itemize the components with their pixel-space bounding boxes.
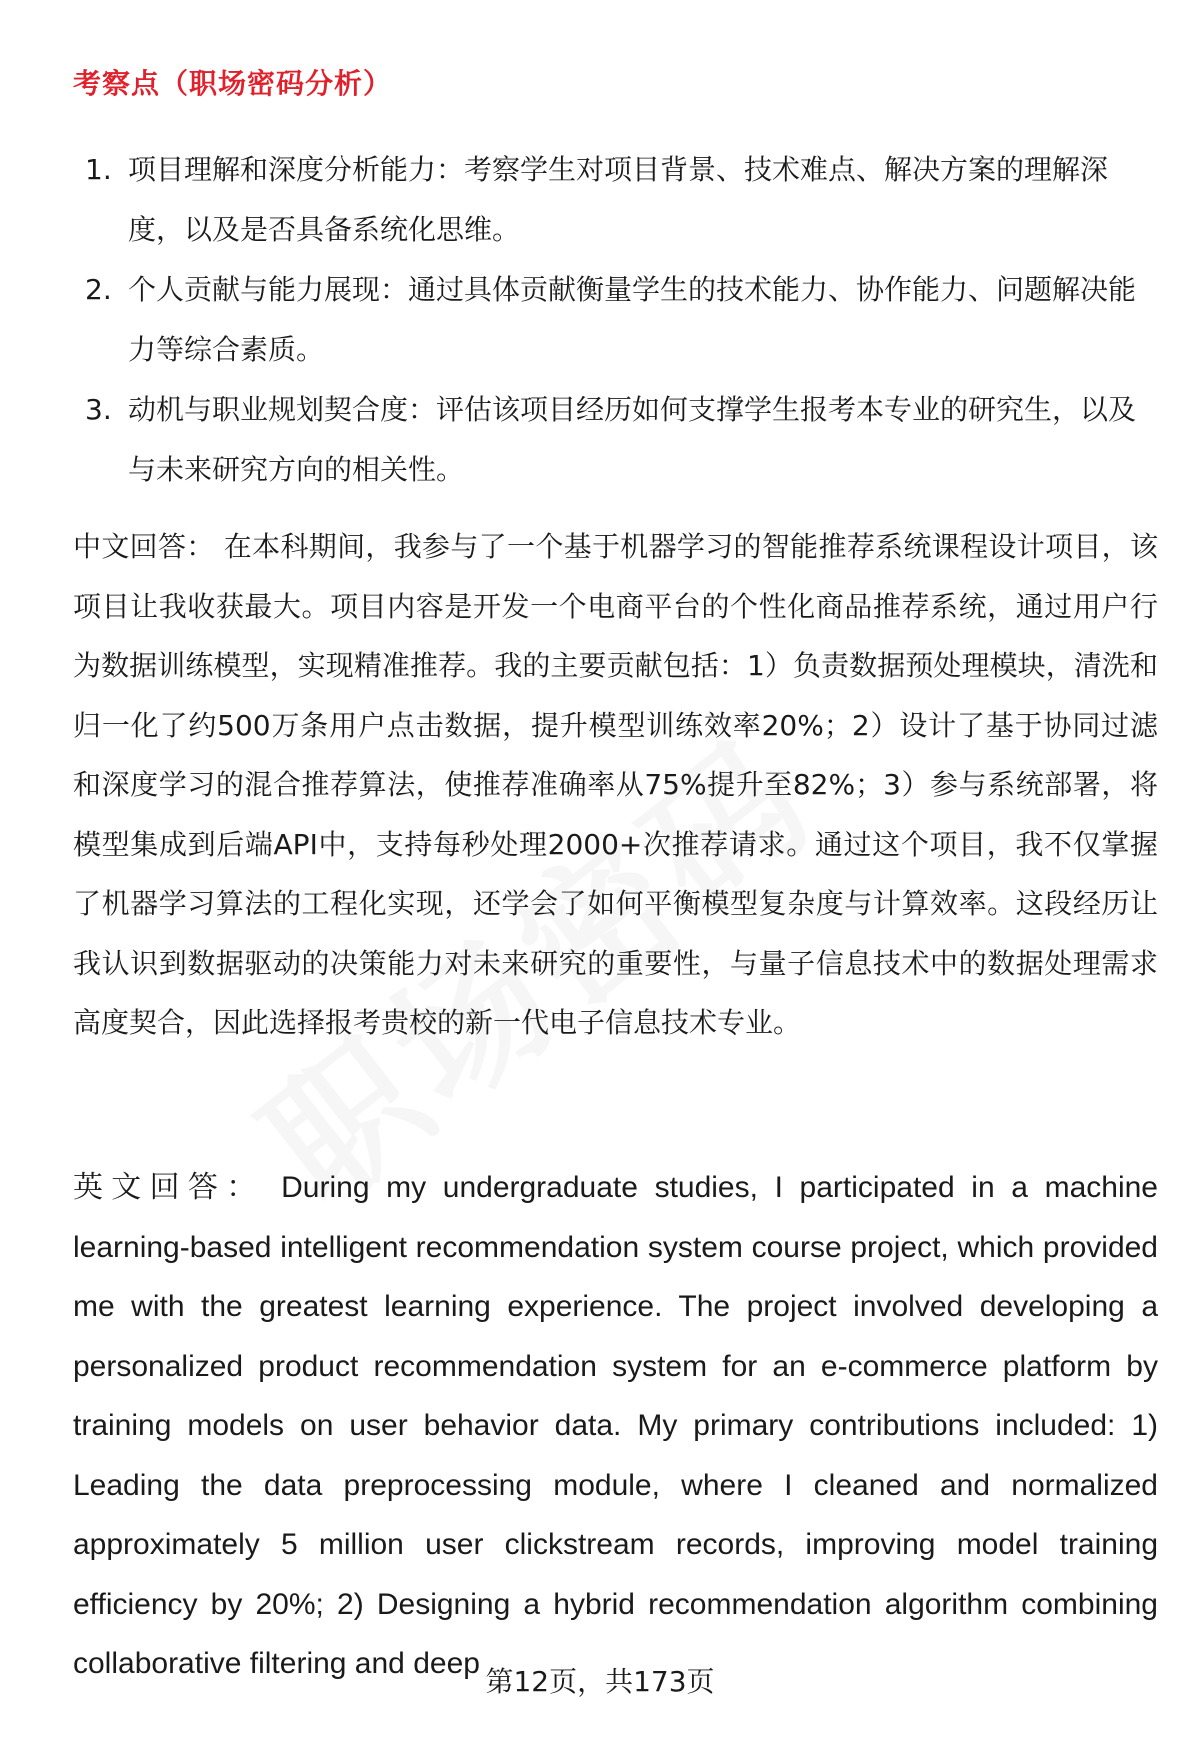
english-answer-paragraph: 英文回答： During my undergraduate studies, I participated in a machine learning-based intelligent recommendation system course project, which provided me with the greatest learning experience. The project involved developing a personalized product recommendation system for an e-commerce platform by training models on user behavior data. My primary contributions included: 1) Leading the data preprocessing module, where I cleaned and normalized approximately 5 million user clickstream records, improving model training efficiency by 20%; 2) Designing a hybrid recommendation algorithm combining collaborative filtering and deep (73, 1171, 1158, 1680)
list-number: 2. (85, 273, 112, 306)
list-item-text: 个人贡献与能力展现：通过具体贡献衡量学生的技术能力、协作能力、问题解决能力等综合素质。 (128, 273, 1137, 366)
list-number: 1. (85, 153, 112, 186)
list-item (73, 380, 1148, 500)
list-number: 3. (85, 393, 112, 426)
list-item (73, 260, 1148, 380)
list-item-text: 动机与职业规划契合度：评估该项目经历如何支撑学生报考本专业的研究生，以及与未来研究方向的相关性。 (128, 393, 1137, 486)
page-number-footer: 第12页，共173页 (485, 1665, 715, 1698)
section-title: 考察点（职场密码分析） (73, 67, 393, 100)
list-item (73, 140, 1148, 260)
assessment-points-list (73, 140, 1148, 500)
chinese-answer-paragraph: 中文回答： 在本科期间，我参与了一个基于机器学习的智能推荐系统课程设计项目，该项目让我收获最大。项目内容是开发一个电商平台的个性化商品推荐系统，通过用户行为数据训练模型，实现精准推荐。我的主要贡献包括：1）负责数据预处理模块，清洗和归一化了约500万条用户点击数据，提升模型训练效率20%；2）设计了基于协同过滤和深度学习的混合推荐算法，使推荐准确率从75%提升至82%；3）参与系统部署，将模型集成到后端API中，支持每秒处理2000+次推荐请求。通过这个项目，我不仅掌握了机器学习算法的工程化实现，还学会了如何平衡模型复杂度与计算效率。这段经历让我认识到数据驱动的决策能力对未来研究的重要性，与量子信息技术中的数据处理需求高度契合，因此选择报考贵校的新一代电子信息技术专业。 (73, 530, 1158, 1039)
list-item-text: 项目理解和深度分析能力：考察学生对项目背景、技术难点、解决方案的理解深度，以及是否具备系统化思维。 (128, 153, 1109, 246)
